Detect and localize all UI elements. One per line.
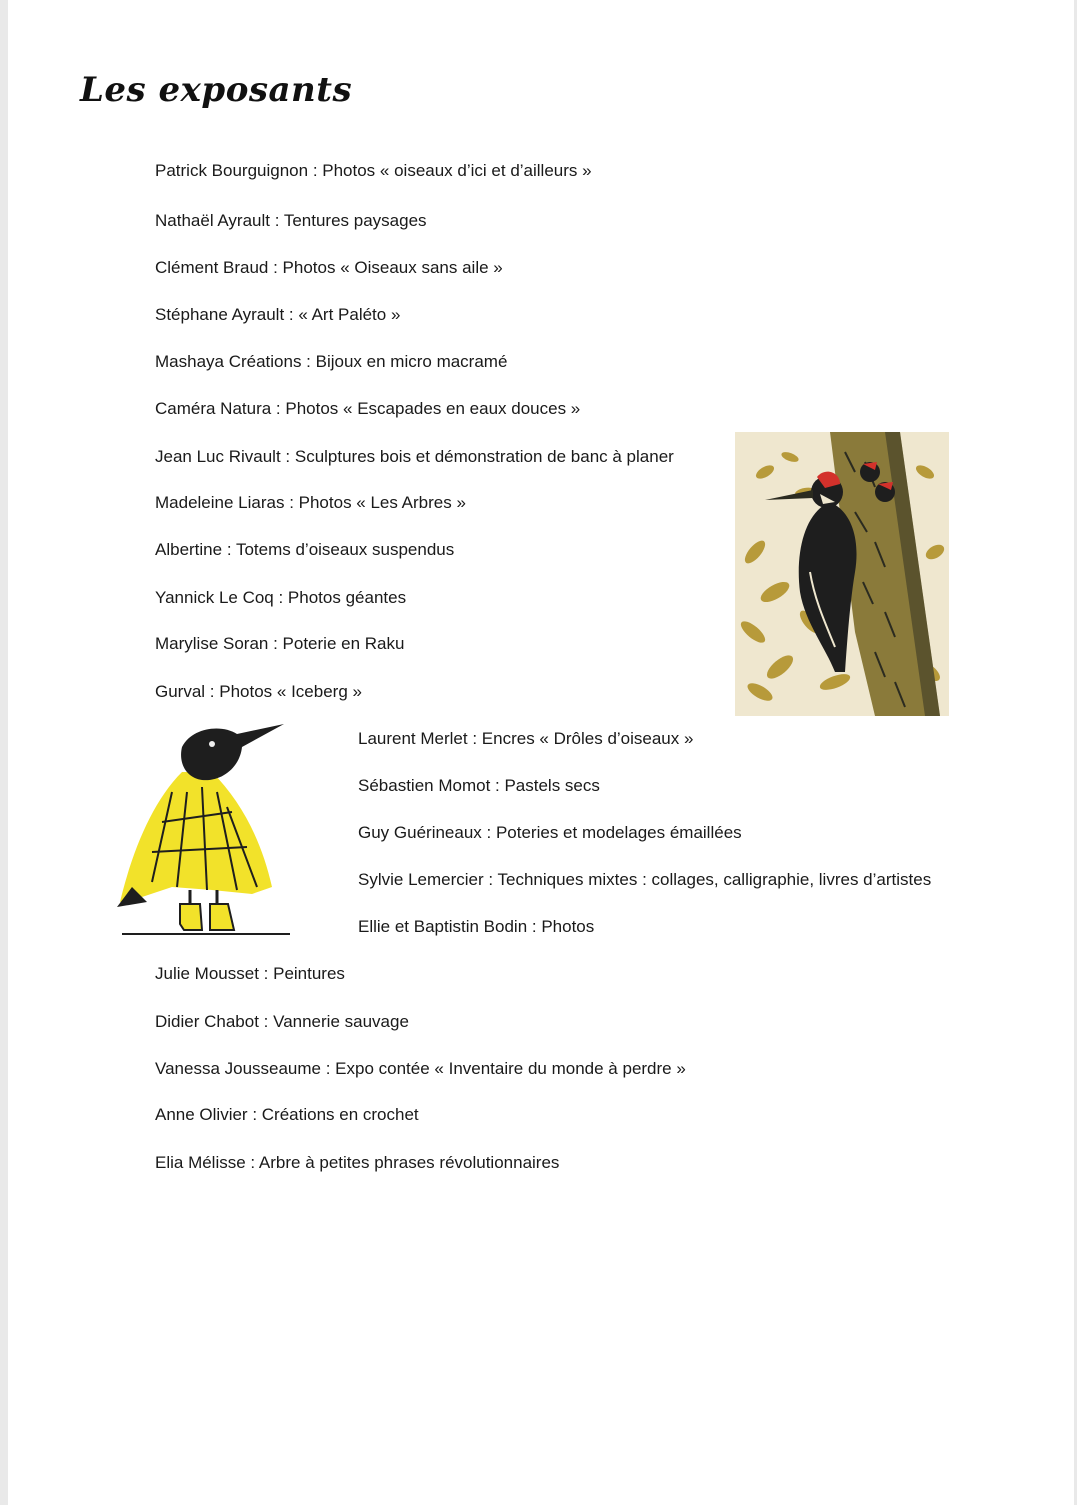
- exhibitor-entry: Sylvie Lemercier : Techniques mixtes : collages, calligraphie, livres d’artistes: [358, 870, 932, 889]
- exhibitor-entry: Laurent Merlet : Encres « Drôles d’oiseaux »: [358, 729, 694, 748]
- exhibitor-entry: Patrick Bourguignon : Photos « oiseaux d’ici et d’ailleurs »: [155, 161, 592, 180]
- exhibitor-entry: Nathaël Ayrault : Tentures paysages: [155, 211, 427, 230]
- exhibitor-entry: Vanessa Jousseaume : Expo contée « Inventaire du monde à perdre »: [155, 1059, 686, 1078]
- exhibitor-entry: Elia Mélisse : Arbre à petites phrases révolutionnaires: [155, 1153, 560, 1172]
- exhibitor-entry: Anne Olivier : Créations en crochet: [155, 1105, 419, 1124]
- exhibitor-entry: Jean Luc Rivault : Sculptures bois et démonstration de banc à planer: [155, 447, 674, 466]
- exhibitor-entry: Yannick Le Coq : Photos géantes: [155, 588, 407, 607]
- document-page: [8, 0, 1074, 1505]
- exhibitor-entry: Caméra Natura : Photos « Escapades en eaux douces »: [155, 399, 581, 418]
- crow-raincoat-illustration: [112, 712, 290, 938]
- exhibitor-entry: Stéphane Ayrault : « Art Paléto »: [155, 305, 401, 324]
- exhibitor-entry: Julie Mousset : Peintures: [155, 964, 345, 983]
- exhibitor-entry: Marylise Soran : Poterie en Raku: [155, 634, 405, 653]
- exhibitor-entry: Guy Guérineaux : Poteries et modelages émaillées: [358, 823, 742, 842]
- exhibitor-entry: Didier Chabot : Vannerie sauvage: [155, 1012, 409, 1031]
- page-title: Les exposants: [80, 70, 353, 110]
- exhibitor-entry: Albertine : Totems d’oiseaux suspendus: [155, 540, 455, 559]
- exhibitor-entry: Ellie et Baptistin Bodin : Photos: [358, 917, 595, 936]
- exhibitor-entry: Madeleine Liaras : Photos « Les Arbres »: [155, 493, 466, 512]
- exhibitor-entry: Mashaya Créations : Bijoux en micro macramé: [155, 352, 508, 371]
- woodpecker-illustration: [735, 432, 949, 716]
- exhibitor-entry: Sébastien Momot : Pastels secs: [358, 776, 600, 795]
- exhibitor-entry: Clément Braud : Photos « Oiseaux sans aile »: [155, 258, 503, 277]
- exhibitor-entry: Gurval : Photos « Iceberg »: [155, 682, 362, 701]
